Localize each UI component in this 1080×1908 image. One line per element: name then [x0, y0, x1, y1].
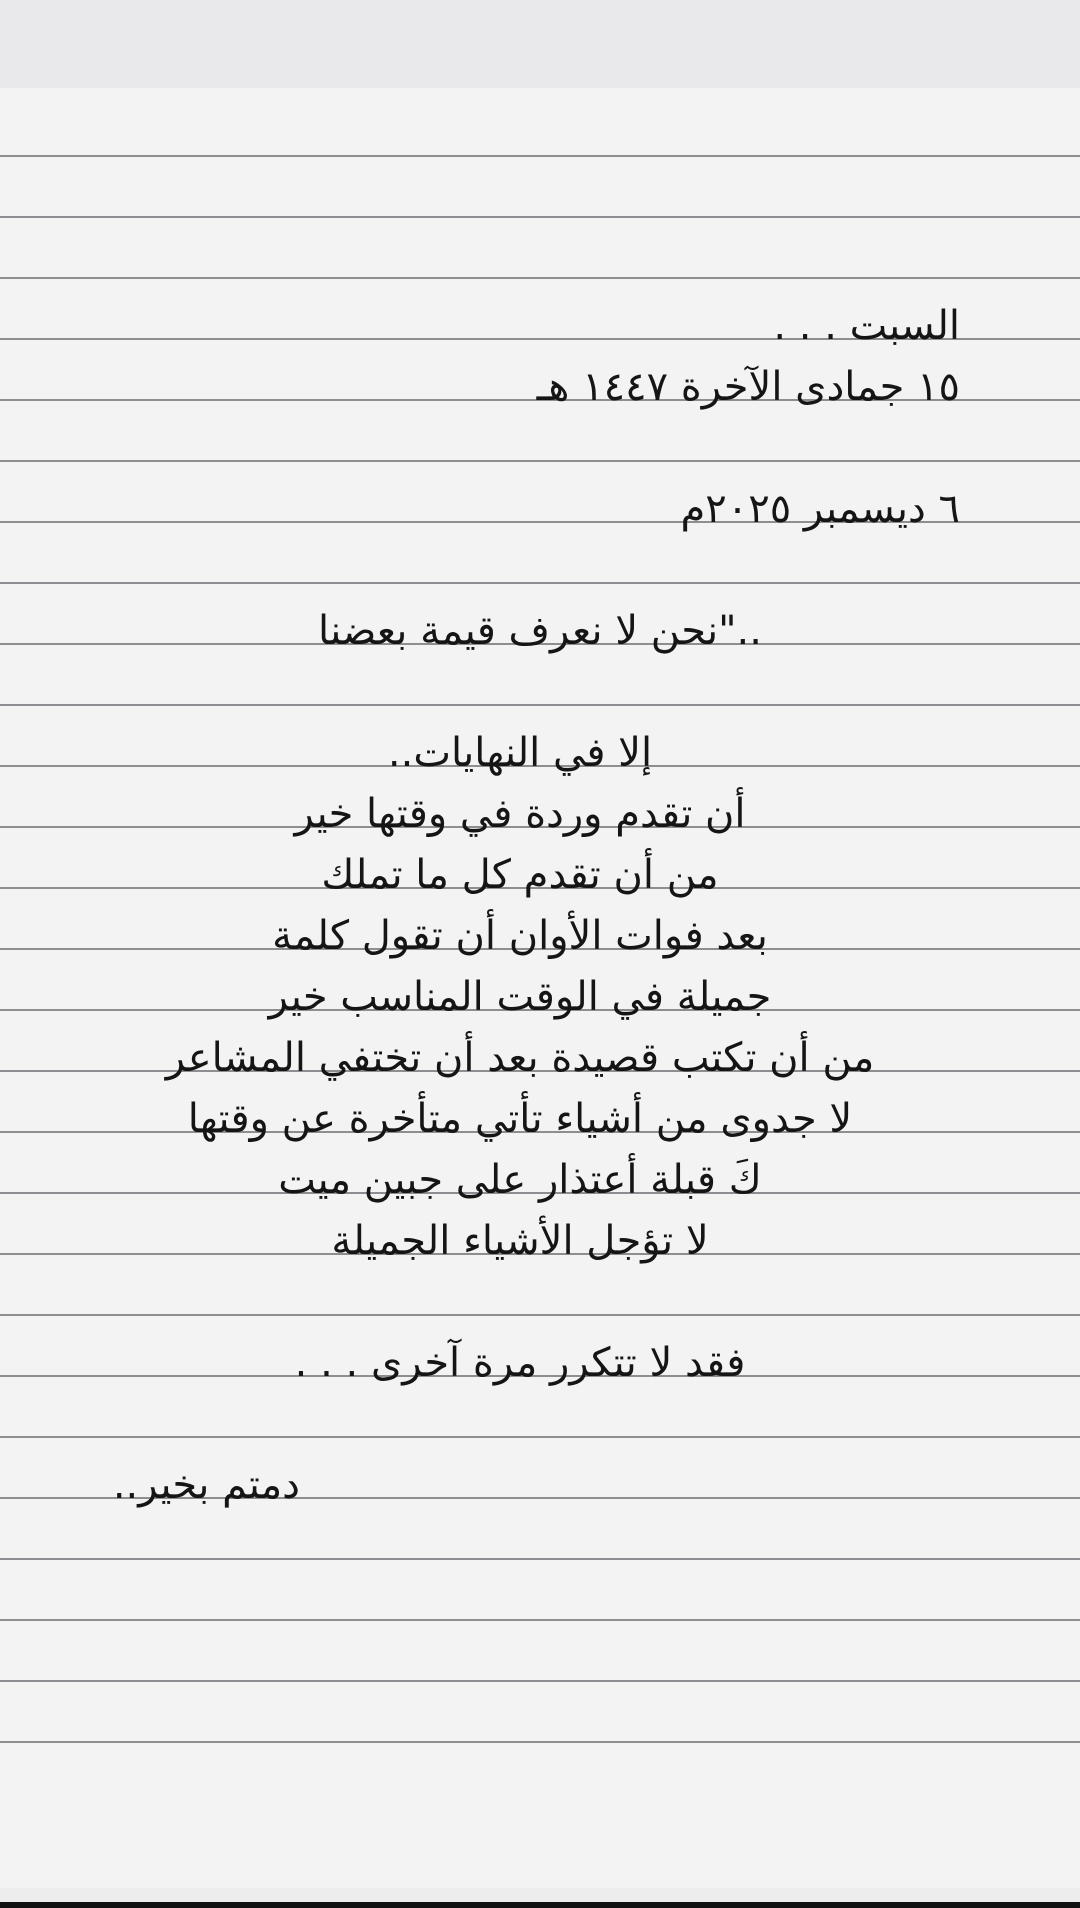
- ruled-line: [0, 1741, 1080, 1743]
- opening-line: .."نحن لا نعرف قيمة بعضنا: [317, 608, 762, 654]
- ruled-line: [0, 1314, 1080, 1316]
- ruled-line: [0, 460, 1080, 462]
- ruled-line: [0, 277, 1080, 279]
- bottom-bar: [0, 1902, 1080, 1908]
- poem-line: كَ قبلة أعتذار على جبين ميت: [278, 1157, 762, 1203]
- ruled-line: [0, 1680, 1080, 1682]
- poem-line: لا تؤجل الأشياء الجميلة: [331, 1218, 709, 1264]
- poem-line: بعد فوات الأوان أن تقول كلمة: [272, 913, 768, 959]
- ruled-line: [0, 216, 1080, 218]
- poem-line: لا جدوى من أشياء تأتي متأخرة عن وقتها: [187, 1096, 853, 1142]
- ruled-line: [0, 1619, 1080, 1621]
- ruled-line: [0, 704, 1080, 706]
- ruled-line: [0, 155, 1080, 157]
- hijri-date: ١٥ جمادى الآخرة ١٤٤٧ هـ: [536, 364, 960, 410]
- ruled-line: [0, 582, 1080, 584]
- poem-line: من أن تكتب قصيدة بعد أن تختفي المشاعر: [165, 1035, 875, 1081]
- gregorian-date: ٦ ديسمبر ٢٠٢٥م: [680, 486, 960, 532]
- day-label: السبت . . .: [773, 303, 960, 349]
- poem-line: إلا في النهايات..: [387, 730, 653, 776]
- poem-line: أن تقدم وردة في وقتها خير: [294, 791, 746, 837]
- closing-line: فقد لا تتكرر مرة آخرى . . .: [294, 1340, 746, 1386]
- ruled-line: [0, 1436, 1080, 1438]
- signoff: دمتم بخير..: [112, 1462, 300, 1508]
- poem-line: جميلة في الوقت المناسب خير: [268, 974, 772, 1020]
- ruled-line: [0, 1558, 1080, 1560]
- top-band: [0, 0, 1080, 88]
- poem-line: من أن تقدم كل ما تملك: [321, 852, 719, 898]
